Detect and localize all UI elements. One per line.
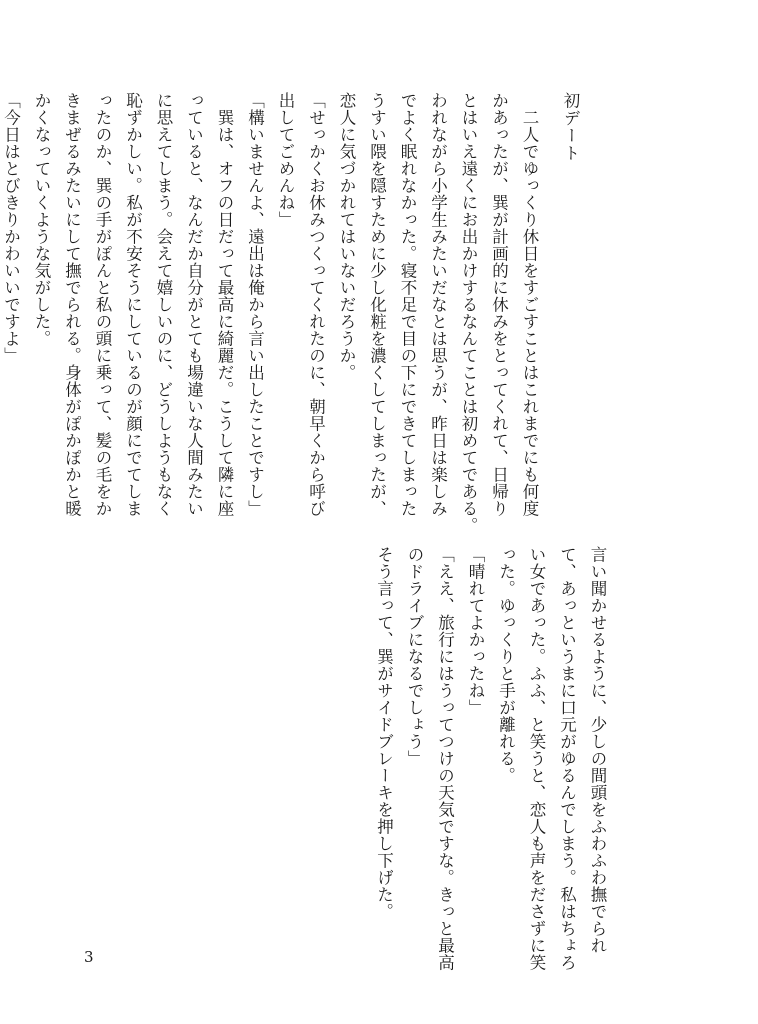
text-line: かあったが、巽が計画的に休みをとってくれて、日帰り — [489, 92, 509, 517]
text-line: ったのか、巽の手がぽんと私の頭に乗って、髪の毛をか — [93, 92, 112, 517]
text-line: 「ええ、旅行にはうってつけの天気ですな。きっと最高 — [435, 546, 455, 971]
text-line: った。ゆっくりと手が離れる。 — [496, 546, 516, 784]
text-line: われながら小学生みたいだなとは思うが、昨日は楽しみ — [428, 92, 448, 517]
text-line: そう言って、巽がサイドブレーキを押し下げた。 — [374, 546, 394, 920]
text-line: 言い聞かせるように、少しの間頭をふわふわ撫でられ — [588, 546, 607, 954]
lower-text-block — [368, 546, 612, 971]
text-line: とはいえ遠くにお出かけするなんてことは初めてである。 — [459, 92, 478, 534]
text-line: 出してごめんね」 — [276, 92, 295, 228]
text-line: かくなっていくような気がした。 — [32, 92, 51, 347]
page-number: 3 — [84, 948, 94, 966]
text-line: に思えてしまう。会えて嬉しいのに、どうしようもなく — [154, 92, 173, 517]
text-line: 「せっかくお休みつくってくれたのに、朝早くから呼び — [306, 92, 326, 517]
text-line: っていると、なんだか自分がとても場違いな人間みたい — [184, 92, 204, 517]
text-line: のドライブになるでしょう」 — [405, 546, 424, 767]
text-line: きまぜるみたいにして撫でられる。身体がぽかぽかと暖 — [62, 92, 82, 517]
text-line: い女であった。ふふ、と笑うと、恋人も声をださずに笑 — [527, 546, 546, 971]
text-line: 恥ずかしい。私が不安そうにしているのが顔にでてしま — [123, 92, 143, 517]
text-line: て、あっというまに口元がゆるんでしまう。私はちょろ — [557, 546, 577, 971]
text-line: 巽は、オフの日だって最高に綺麗だ。こうして隣に座 — [215, 92, 234, 517]
text-line: 「今日はとびきりかわいいですよ」 — [1, 92, 21, 364]
text-line: でよく眠れなかった。寝不足で目の下にできてしまった — [398, 92, 417, 517]
text-line: 「構いませんよ、遠出は俺から言い出したことですし」 — [245, 92, 265, 517]
chapter-title: 初デート — [561, 92, 580, 162]
text-line: 二人でゆっくり休日をすごすことはこれまでにも何度 — [520, 92, 539, 517]
text-line: 「晴れてよかったね」 — [466, 546, 485, 716]
text-line: 恋人に気づかれてはいないだろうか。 — [337, 92, 356, 381]
upper-text-block — [0, 92, 544, 534]
text-line: うすい隈を隠すために少し化粧を濃くしてしまったが、 — [367, 92, 387, 517]
